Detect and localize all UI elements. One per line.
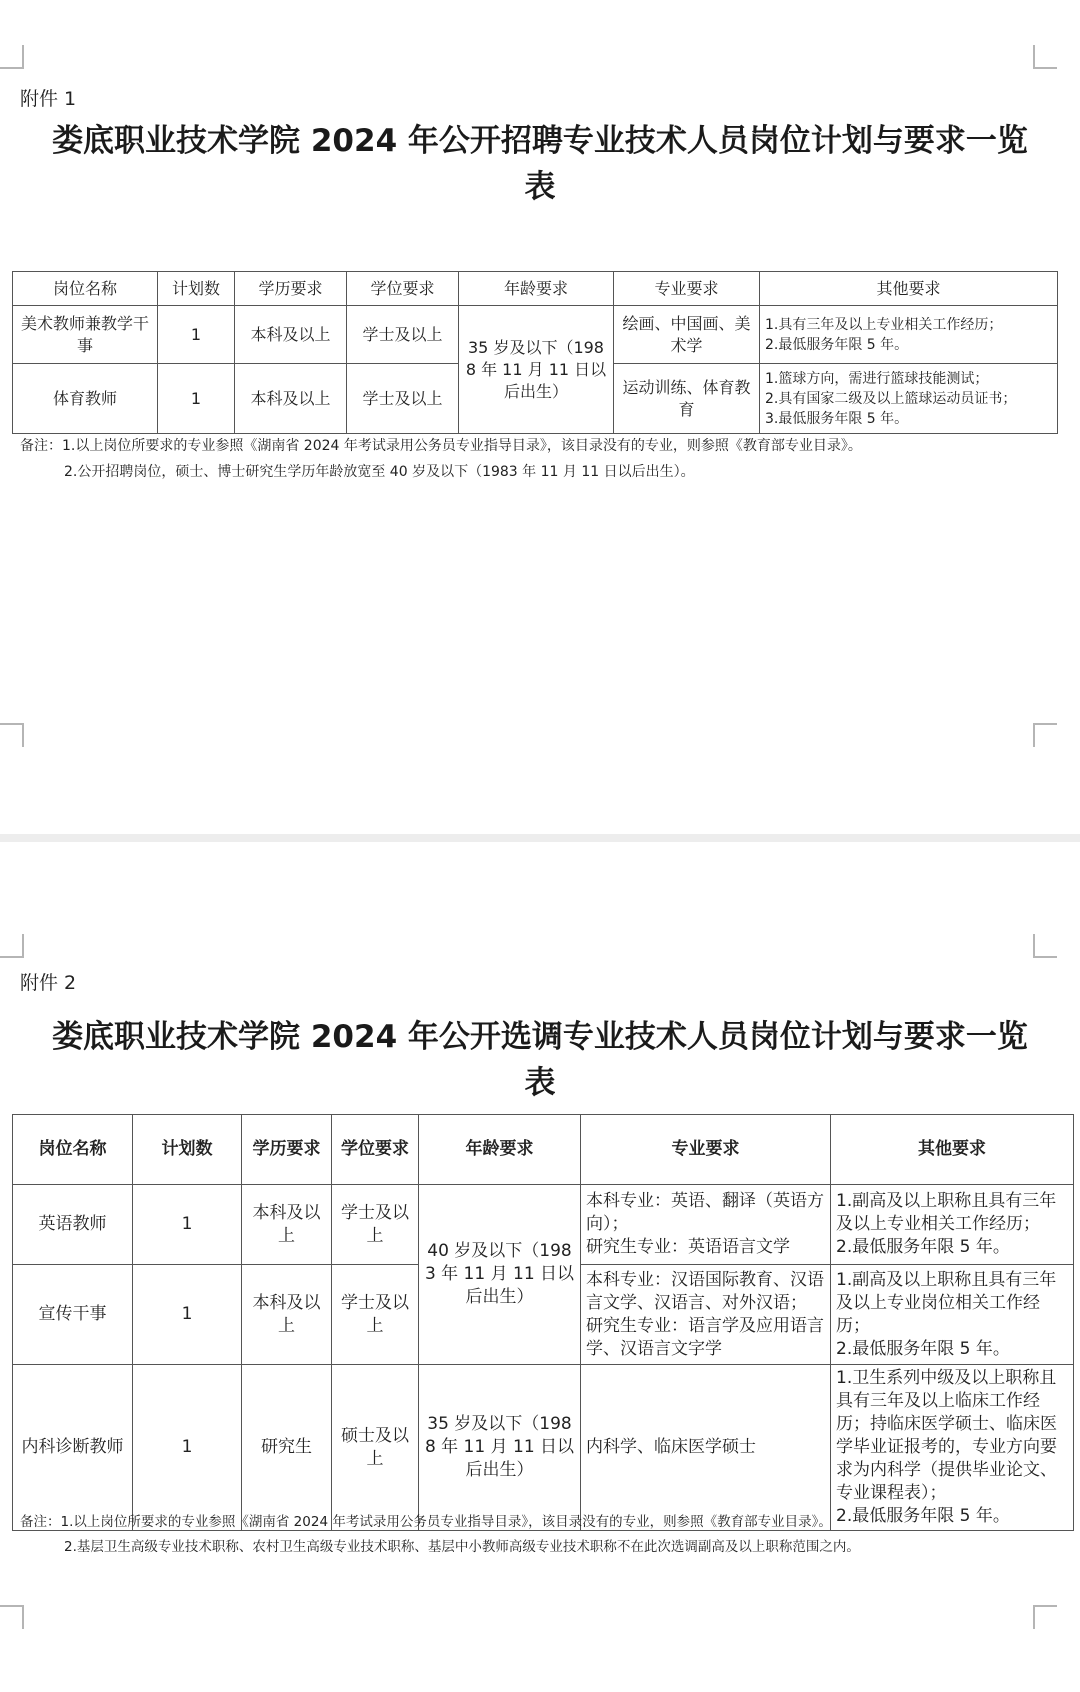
other-requirement [831,1365,1074,1531]
header-cell: 计划数 [133,1115,242,1185]
major-requirement: 绘画、中国画、美术学 [614,306,760,364]
title-line-2: 表 [524,169,556,205]
header-cell: 其他要求 [760,272,1058,306]
requirement-line: 内科学、临床医学硕士 [586,1437,756,1457]
crop-mark [0,934,24,958]
crop-mark [1033,45,1057,69]
recruitment-table [12,271,1058,434]
header-cell: 专业要求 [614,272,760,306]
age-requirement: 40 岁及以下（1983 年 11 月 11 日以后出生） [419,1185,581,1365]
other-requirement [831,1185,1074,1265]
header-cell: 学历要求 [242,1115,332,1185]
plan-count: 1 [158,364,235,434]
other-requirement [760,364,1058,434]
position-name: 内科诊断教师 [13,1365,133,1531]
requirement-line: 本科专业：英语、翻译（英语方向）； [586,1191,824,1234]
major-requirement: 运动训练、体育教育 [614,364,760,434]
degree-requirement: 学士及以上 [332,1185,419,1265]
table-note-2: 2.公开招聘岗位，硕士、博士研究生学历年龄放宽至 40 岁及以下（1983 年 11 月 11 日以后出生）。 [64,464,695,480]
plan-count: 1 [133,1185,242,1265]
crop-mark [1033,1605,1057,1629]
document-title [18,1014,1062,1106]
header-cell: 学位要求 [332,1115,419,1185]
header-cell: 学历要求 [235,272,347,306]
crop-mark [0,723,24,747]
title-line-1: 娄底职业技术学院 2024 年公开招聘专业技术人员岗位计划与要求一览 [52,123,1028,159]
requirement-line: 3.最低服务年限 5 年。 [765,410,909,427]
requirement-line: 本科专业：汉语国际教育、汉语言文学、汉语言、对外汉语； [586,1269,824,1313]
page-gap [0,834,1080,842]
document-page-1 [0,0,1080,834]
table-note-1: 备注：1.以上岗位所要求的专业参照《湖南省 2024 年考试录用公务员专业指导目录》，该目录没有的专业，则参照《教育部专业目录》。 [20,1514,832,1530]
major-requirement [581,1185,831,1265]
position-name: 英语教师 [13,1185,133,1265]
degree-requirement: 学士及以上 [347,306,459,364]
attachment-label: 附件 1 [20,88,77,110]
table-header-row [13,272,1058,306]
header-cell: 学位要求 [347,272,459,306]
position-name: 体育教师 [13,364,158,434]
requirement-line: 1.具有三年及以上专业相关工作经历； [765,316,1003,333]
position-name: 宣传干事 [13,1265,133,1365]
header-cell: 年龄要求 [419,1115,581,1185]
requirement-line: 2.最低服务年限 5 年。 [836,1237,1010,1257]
crop-mark [0,1605,24,1629]
table-row [13,1185,1074,1265]
table-row [13,306,1058,364]
age-requirement: 35 岁及以下（1988 年 11 月 11 日以后出生） [459,306,614,434]
title-line-2: 表 [524,1065,556,1101]
major-requirement [581,1265,831,1365]
position-name: 美术教师兼教学干事 [13,306,158,364]
other-requirement [760,306,1058,364]
header-cell: 专业要求 [581,1115,831,1185]
table-header-row [13,1115,1074,1185]
requirement-line: 1.副高及以上职称且具有三年及以上专业相关工作经历； [836,1191,1057,1234]
table-row [13,1365,1074,1531]
header-cell: 计划数 [158,272,235,306]
header-cell: 岗位名称 [13,272,158,306]
requirement-line: 研究生专业：英语语言文学 [586,1237,790,1257]
degree-requirement: 硕士及以上 [332,1365,419,1531]
other-requirement [831,1265,1074,1365]
age-requirement: 35 岁及以下（1988 年 11 月 11 日以后出生） [419,1365,581,1531]
crop-mark [1033,723,1057,747]
attachment-label: 附件 2 [20,972,77,994]
requirement-line: 2.最低服务年限 5 年。 [836,1338,1010,1359]
plan-count: 1 [133,1365,242,1531]
requirement-line: 2.最低服务年限 5 年。 [765,336,909,353]
requirement-line: 研究生专业：语言学及应用语言学、汉语言文字学 [586,1315,824,1359]
header-cell: 年龄要求 [459,272,614,306]
plan-count: 1 [158,306,235,364]
document-title [18,118,1062,210]
education-requirement: 本科及以上 [242,1265,332,1365]
crop-mark [1033,934,1057,958]
degree-requirement: 学士及以上 [347,364,459,434]
degree-requirement: 学士及以上 [332,1265,419,1365]
requirement-line: 2.具有国家二级及以上篮球运动员证书； [765,390,1017,407]
header-cell: 其他要求 [831,1115,1074,1185]
requirement-line: 1.卫生系列中级及以上职称且具有三年及以上临床工作经历；持临床医学硕士、临床医学毕业证报考的，专业方向要求为内科学（提供毕业论文、专业课程表）； [836,1368,1057,1503]
education-requirement: 本科及以上 [242,1185,332,1265]
requirement-line: 2.最低服务年限 5 年。 [836,1506,1010,1526]
major-requirement [581,1365,831,1531]
plan-count: 1 [133,1265,242,1365]
education-requirement: 研究生 [242,1365,332,1531]
table-note-2: 2.基层卫生高级专业技术职称、农村卫生高级专业技术职称、基层中小教师高级专业技术职称不在此次选调副高及以上职称范围之内。 [64,1539,860,1555]
crop-mark [0,45,24,69]
transfer-table [12,1114,1074,1531]
header-cell: 岗位名称 [13,1115,133,1185]
table-note-1: 备注：1.以上岗位所要求的专业参照《湖南省 2024 年考试录用公务员专业指导目录》，该目录没有的专业，则参照《教育部专业目录》。 [20,438,862,454]
requirement-line: 1.篮球方向，需进行篮球技能测试； [765,370,989,387]
requirement-line: 1.副高及以上职称且具有三年及以上专业岗位相关工作经历； [836,1269,1057,1336]
education-requirement: 本科及以上 [235,306,347,364]
title-line-1: 娄底职业技术学院 2024 年公开选调专业技术人员岗位计划与要求一览 [52,1019,1028,1055]
education-requirement: 本科及以上 [235,364,347,434]
